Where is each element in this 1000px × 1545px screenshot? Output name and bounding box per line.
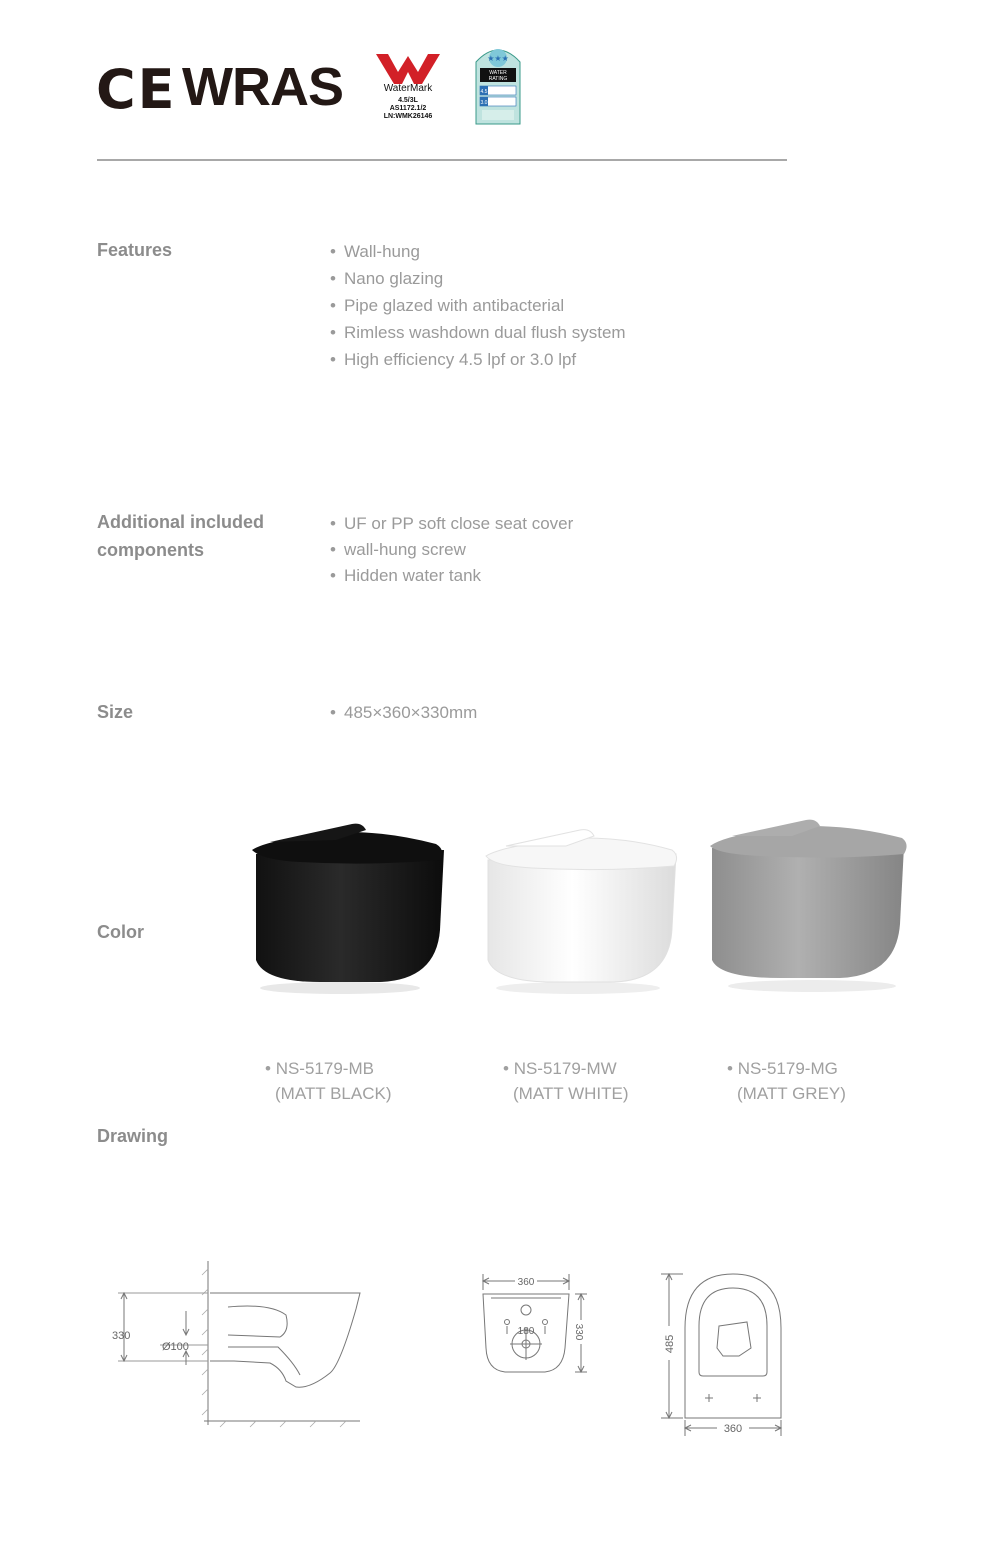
variant-matt-grey	[727, 1056, 846, 1106]
color-variants-photos	[240, 810, 930, 1000]
drawing-label: Drawing	[97, 1126, 169, 1146]
top-width-dim: 360	[723, 1423, 743, 1435]
variant-code: • NS-5179-MW	[503, 1059, 617, 1078]
watermark-standard: AS1172.1/2	[389, 105, 427, 112]
list-item: • Rimless washdown dual flush system	[330, 319, 626, 346]
list-item: • High efficiency 4.5 lpf or 3.0 lpf	[330, 346, 626, 373]
wras-logo: WRAS	[182, 57, 343, 117]
water-rating-badge-icon	[474, 44, 522, 126]
water-rating-row-2: 3.0	[480, 100, 488, 106]
top-length-dim: 485	[664, 1334, 676, 1354]
size-label: Size	[97, 702, 134, 722]
list-item: • wall-hung screw	[330, 537, 573, 563]
water-rating-title-2: RATING	[488, 76, 508, 82]
list-item: • 485×360×330mm	[330, 700, 477, 726]
watermark-rating: 4.5/3L	[398, 97, 418, 104]
water-rating-label	[474, 44, 522, 126]
watermark-w-icon	[372, 50, 444, 86]
list-item: • Hidden water tank	[330, 563, 573, 589]
components-label-line-1: Additional included	[97, 512, 264, 532]
front-width-dim: 360	[517, 1277, 535, 1288]
side-view-drawing	[110, 1255, 375, 1430]
top-view-drawing	[655, 1268, 795, 1443]
svg-text:★★★: ★★★	[487, 54, 509, 63]
components-list	[330, 511, 573, 589]
watermark-brand: WaterMark	[383, 83, 433, 94]
front-center-dim: 180	[517, 1326, 535, 1337]
toilet-matt-white-image	[486, 830, 677, 994]
components-label-line-2: components	[97, 540, 205, 560]
water-rating-row-1: 4.5	[480, 89, 488, 95]
toilet-matt-black-image	[252, 824, 444, 994]
watermark-licence: LN:WMK26146	[383, 113, 433, 120]
header-divider	[97, 159, 787, 161]
variant-name: (MATT GREY)	[737, 1084, 846, 1103]
features-label: Features	[97, 240, 173, 260]
size-list	[330, 700, 477, 726]
list-item: • Wall-hung	[330, 238, 626, 265]
side-height-dim: 330	[112, 1330, 131, 1342]
list-item: • Pipe glazed with antibacterial	[330, 292, 626, 319]
water-rating-title-1: WATER	[489, 70, 507, 76]
variant-code: • NS-5179-MG	[727, 1059, 838, 1078]
features-list	[330, 238, 626, 373]
variant-matt-white	[503, 1056, 629, 1106]
front-view-drawing	[475, 1268, 600, 1383]
variant-code: • NS-5179-MB	[265, 1059, 374, 1078]
side-pipe-dim: Ø100	[162, 1341, 189, 1353]
watermark-logo	[372, 50, 444, 122]
ce-mark-logo: CE	[96, 58, 177, 121]
variant-matt-black	[265, 1056, 392, 1106]
list-item: • UF or PP soft close seat cover	[330, 511, 573, 537]
variant-name: (MATT WHITE)	[513, 1084, 629, 1103]
color-label: Color	[97, 922, 144, 942]
components-label	[97, 508, 264, 564]
variant-name: (MATT BLACK)	[275, 1084, 392, 1103]
front-height-dim: 330	[573, 1323, 584, 1341]
list-item: • Nano glazing	[330, 265, 626, 292]
toilet-matt-grey-image	[710, 820, 907, 992]
